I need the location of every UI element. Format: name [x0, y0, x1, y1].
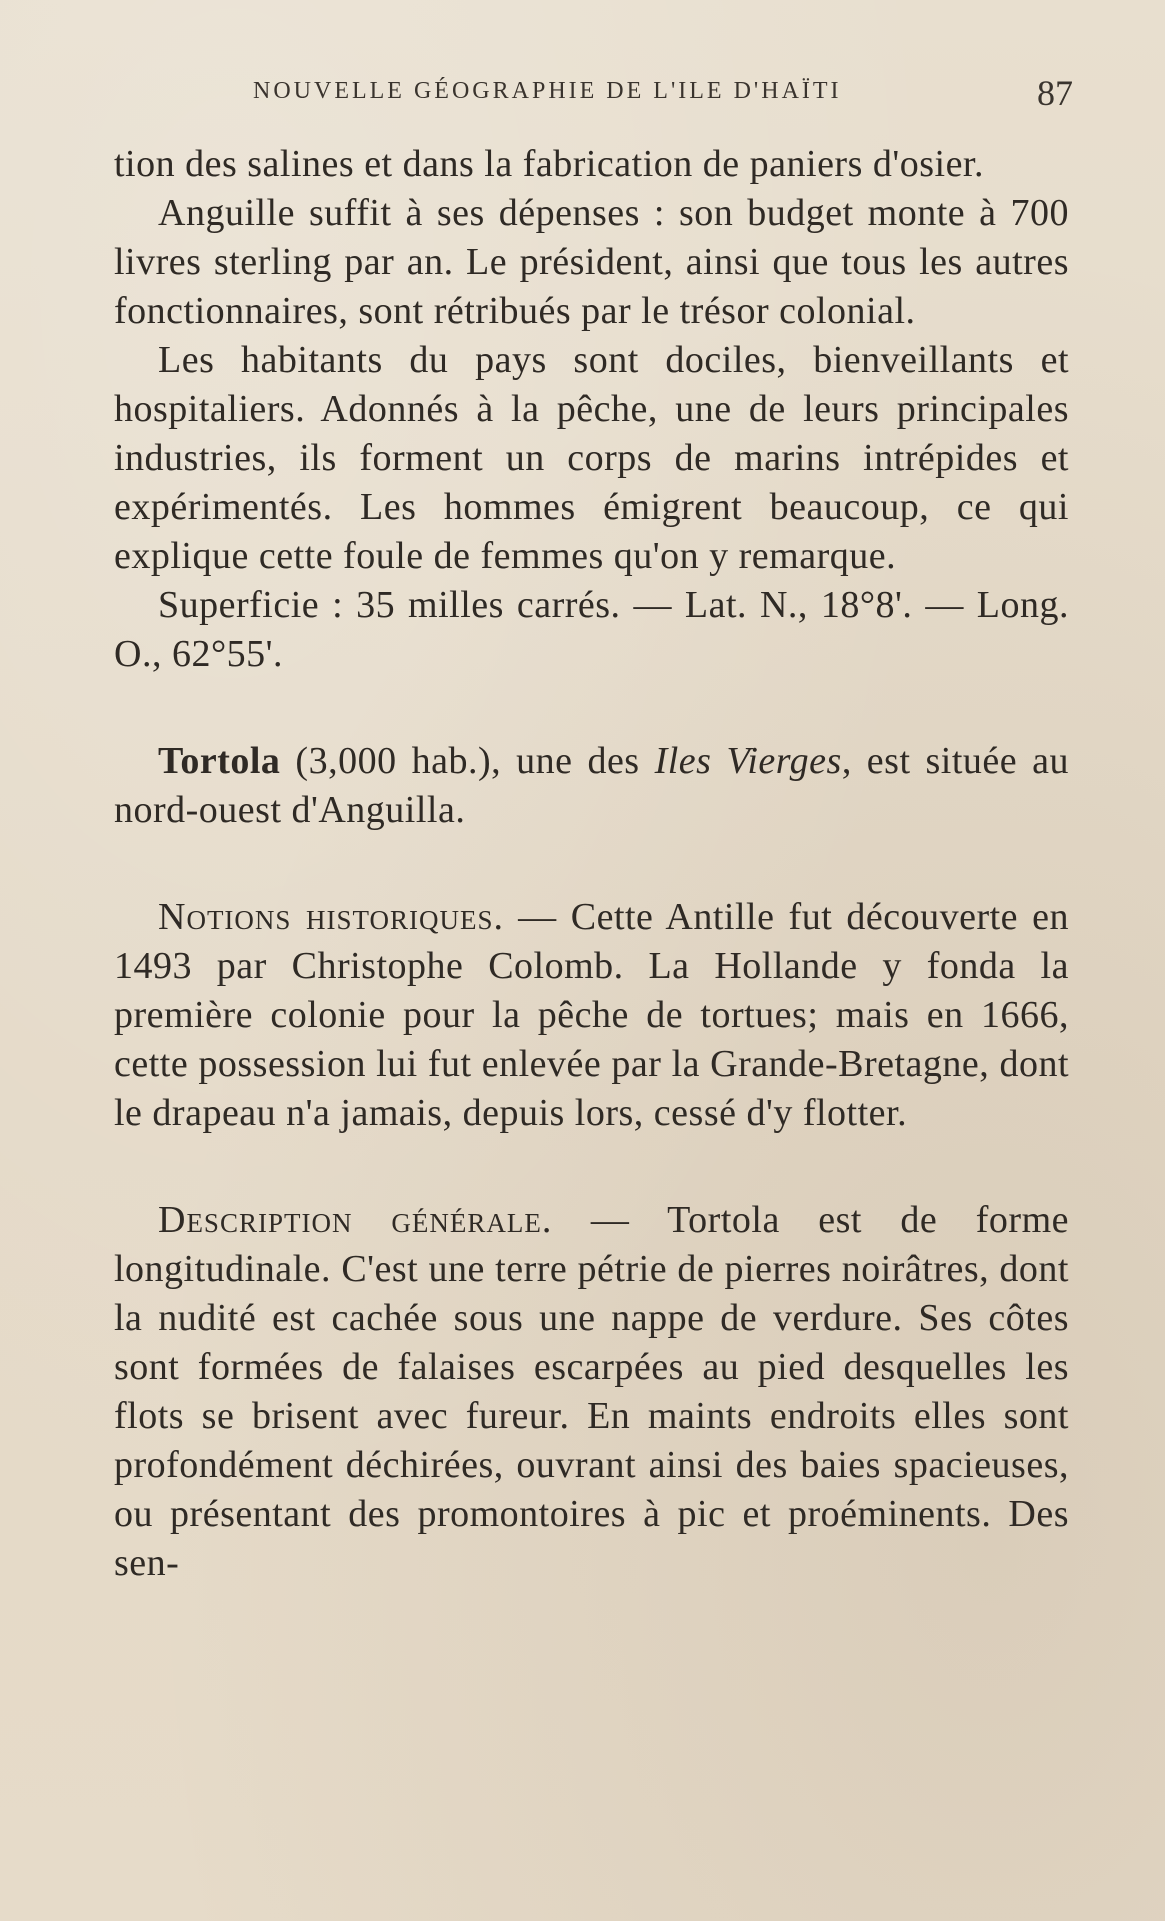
page-number: 87	[1037, 73, 1073, 113]
paragraph-4: Superficie : 35 milles carrés. — Lat. N., 18°8'. — Long. O., 62°55'.	[114, 584, 1069, 675]
description-text: — Tortola est de forme longitudinale. C'est une terre pétrie de pierres noirâtres, dont la nudité est cachée sous une nappe de verdure. Ses côtes sont formées de falaises escarpées au pied desquelles les flots se brisent avec fureur. En maints endroits elles sont profondément déchirées, ouvrant ainsi des baies spacieuses, ou présentant des promontoires à pic et proéminents. Des sen-	[114, 1199, 1069, 1584]
section-heading-historical: Notions historiques.	[158, 896, 505, 938]
paragraph-description	[114, 1196, 1069, 1588]
tortola-text-1: (3,000 hab.), une des	[280, 740, 655, 782]
running-head: NOUVELLE GÉOGRAPHIE DE L'ILE D'HAÏTI	[253, 78, 842, 104]
page-header	[253, 73, 1073, 118]
paragraph-tortola	[114, 737, 1069, 835]
iles-vierges: Iles Vierges	[654, 740, 842, 782]
paragraph-historical	[114, 893, 1069, 1138]
place-name-tortola: Tortola	[158, 740, 281, 782]
paragraph-1: tion des salines et dans la fabrication de paniers d'osier.	[114, 143, 984, 185]
section-heading-description: Description générale.	[158, 1199, 553, 1241]
paragraph-3: Les habitants du pays sont dociles, bienveillants et hospitaliers. Adonnés à la pêche, une de leurs principales industries, ils forment un corps de marins intrépides et expérimentés. Les hommes émigrent beaucoup, ce qui explique cette foule de femmes qu'on y remarque.	[114, 339, 1069, 577]
page-body	[114, 140, 1069, 1588]
paragraph-2: Anguille suffit à ses dépenses : son budget monte à 700 livres sterling par an. Le président, ainsi que tous les autres fonctionnaires, sont rétribués par le trésor colonial.	[114, 192, 1069, 332]
tortola-text-2: , est située au nord-ouest d'Anguilla.	[114, 740, 1070, 831]
historical-text: — Cette Antille fut découverte en 1493 par Christophe Colomb. La Hollande y fonda la première colonie pour la pêche de tortues; mais en 1666, cette possession lui fut enlevée par la Grande-Bretagne, dont le drapeau n'a jamais, depuis lors, cessé d'y flotter.	[114, 896, 1069, 1134]
